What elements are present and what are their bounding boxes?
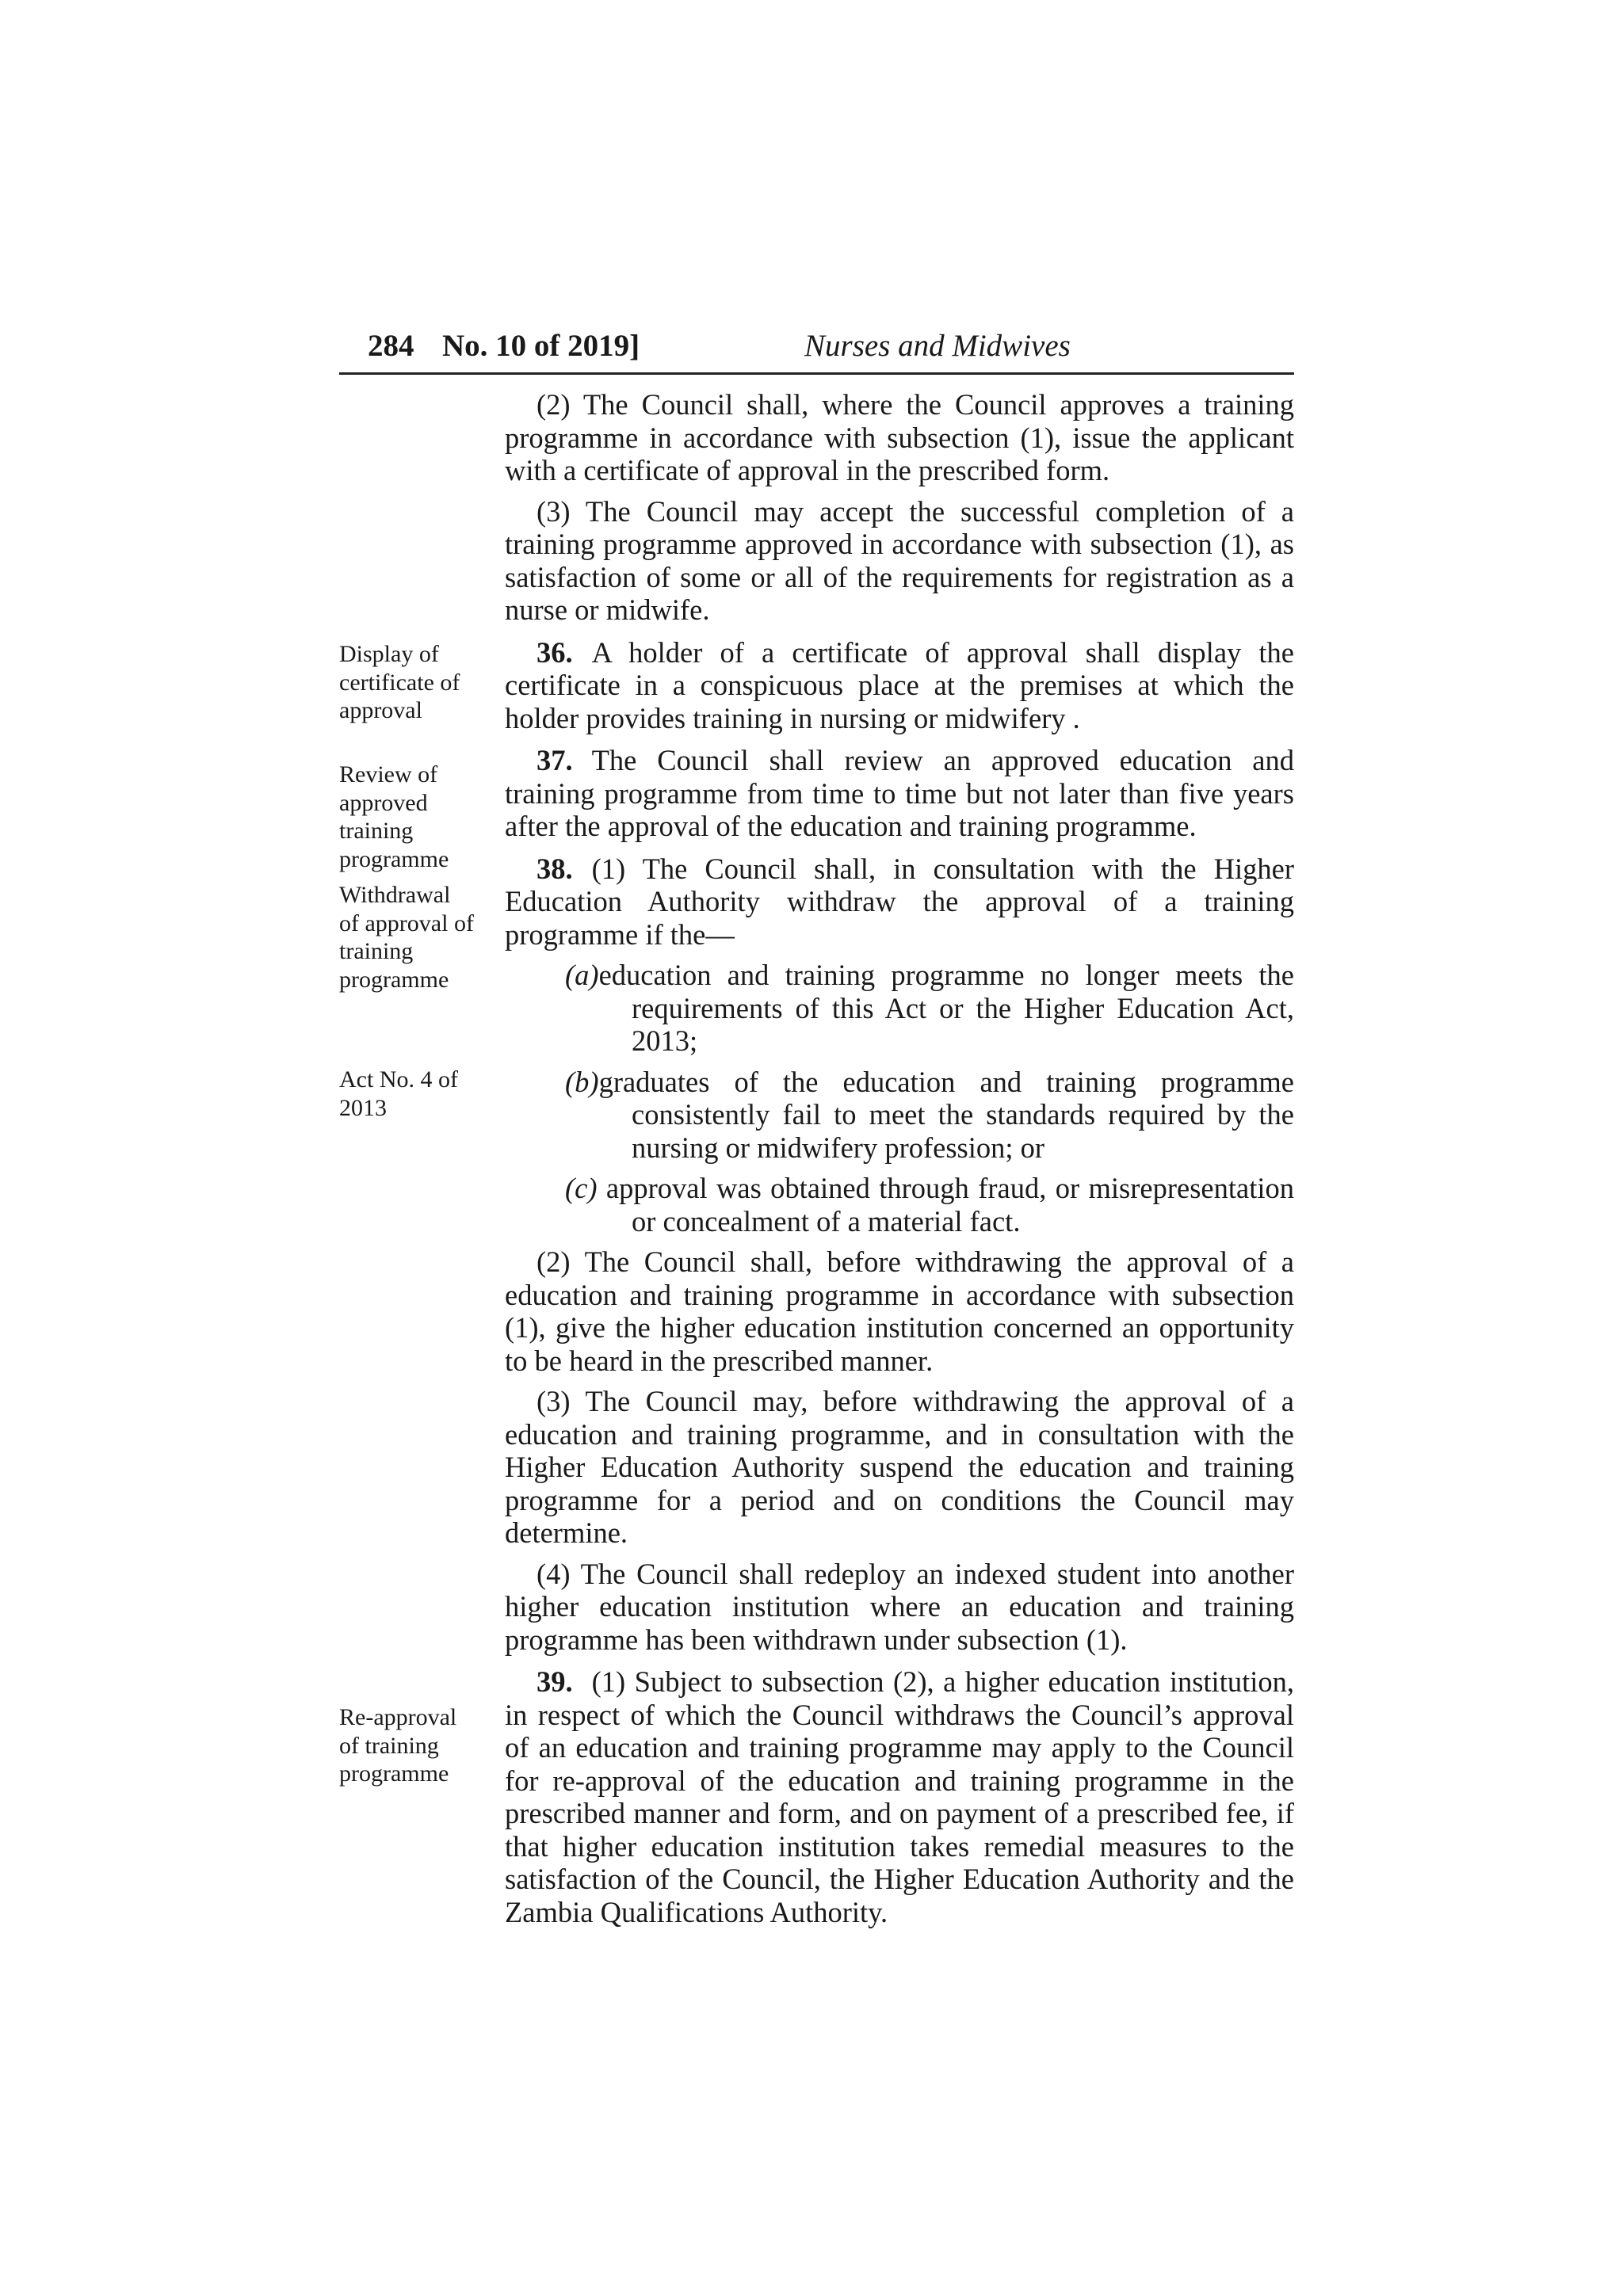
- item-label: (a): [565, 959, 599, 991]
- section-number: 36.: [537, 635, 573, 669]
- item-text: graduates of the education and training programme consistently fail to meet the standards required by the nursing or midwifery profession; or: [598, 1065, 1294, 1164]
- paragraph-38-2: (2) The Council shall, before withdrawing the approval of a education and training programme in accordance with subsection (1), give the higher education institution concerned an opportunity to be heard in the prescribed manner.: [505, 1245, 1294, 1377]
- margin-note-s39: Re-approval of training programme: [339, 1704, 457, 1787]
- section-36: [505, 636, 1294, 735]
- margin-note-s36: Display of certificate of approval: [339, 641, 460, 723]
- section-text: A holder of a certificate of approval shall display the certificate in a conspicuous place at the premises at which the holder provides training in nursing or midwifery .: [505, 635, 1294, 734]
- section-body: [505, 388, 1294, 1936]
- item-label: (b): [565, 1065, 599, 1098]
- running-header: [339, 325, 1294, 375]
- section-38: [505, 852, 1294, 952]
- paragraph-38-3: (3) The Council may, before withdrawing the approval of a education and training programme, and in consultation with the Higher Education Authority suspend the education and training programme for a period and on conditions the Council may determine.: [505, 1385, 1294, 1549]
- item-label: (c): [565, 1172, 598, 1204]
- list-item-a: [505, 959, 1294, 1058]
- section-text: (1) The Council shall, in consultation with the Higher Education Authority withdraw the approval of a training programme if the—: [505, 852, 1294, 951]
- list-item-b: [505, 1066, 1294, 1165]
- section-39: [505, 1665, 1294, 1928]
- item-text: approval was obtained through fraud, or misrepresentation or concealment of a material fact.: [597, 1172, 1294, 1238]
- section-text: The Council shall review an approved education and training programme from time to time but not later than five years after the approval of the education and training programme.: [505, 744, 1294, 842]
- margin-note-act-reference: Act No. 4 of 2013: [339, 1066, 458, 1121]
- paragraph-35-2: (2) The Council shall, where the Council approves a training programme in accordance with subsection (1), issue the applicant with a certificate of approval in the prescribed form.: [505, 388, 1294, 486]
- item-text: education and training programme no longer meets the requirements of this Act or the Higher Education Act, 2013;: [598, 959, 1294, 1057]
- margin-note-s37: Review of approved training programme: [339, 761, 449, 872]
- section-number: 38.: [537, 852, 573, 885]
- list-item-c: [505, 1172, 1294, 1238]
- paragraph-38-4: (4) The Council shall redeploy an indexed student into another higher education institution where an education and training programme has been withdrawn under subsection (1).: [505, 1557, 1294, 1656]
- page-number: 284: [368, 329, 414, 363]
- paragraph-35-3: (3) The Council may accept the successful completion of a training programme approved in accordance with subsection (1), as satisfaction of some or all of the requirements for registration as a nurse or midwife.: [505, 494, 1294, 626]
- act-title: Nurses and Midwives: [804, 329, 1071, 363]
- act-number: No. 10 of 2019]: [442, 329, 640, 363]
- section-number: 37.: [537, 744, 573, 776]
- margin-note-s38: Withdrawal of approval of training programme: [339, 882, 474, 993]
- section-number: 39.: [537, 1665, 573, 1698]
- section-37: [505, 744, 1294, 843]
- section-text: (1) Subject to subsection (2), a higher education institution, in respect of which the Council withdraws the Council’s approval of an education and training programme may apply to the Council for re-approval of the education and training programme in the prescribed manner and form, and on payment of a prescribed fee, if that higher education institution takes remedial measures to the satisfaction of the Council, the Higher Education Authority and the Zambia Qualifications Authority.: [505, 1665, 1294, 1928]
